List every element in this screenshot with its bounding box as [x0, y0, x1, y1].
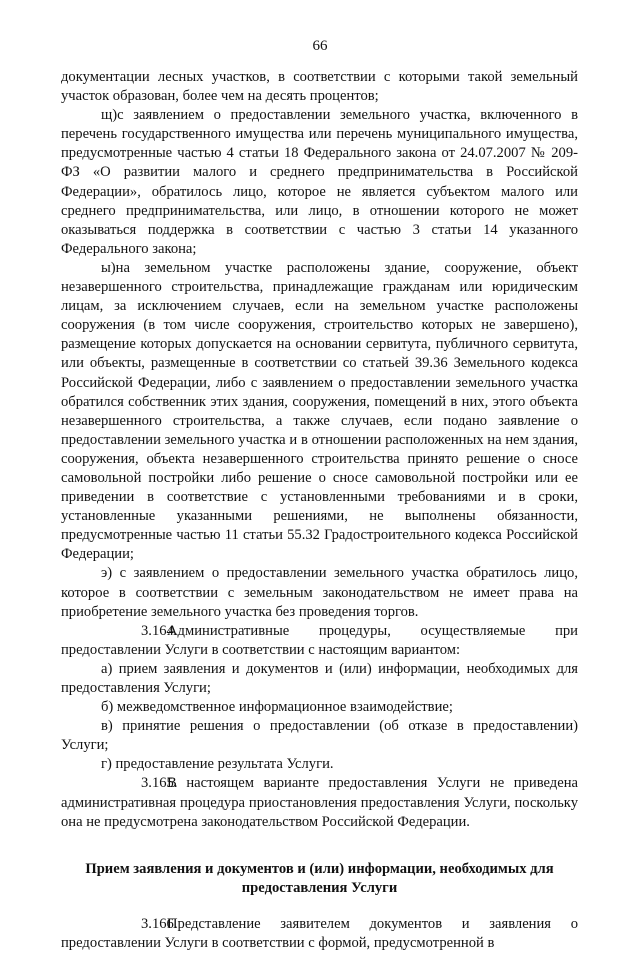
paragraph-number: 3.165. [141, 775, 178, 792]
list-item-paragraph: ы)на земельном участке расположены здание, сооружение, объект незавершенного строительства, принадлежащие гражданам или юридическим лицам, за исключением случаев, если на земельном участке расположены сооружения (в том числе сооружения, строительство которых не завершено), размещение которых допускается на основании сервитута, публичного сервитута, или объекты, размещенные в соответствии со статьей 39.36 Земельного кодекса Российской Федерации, либо с заявлением о предоставлении земельного участка обратился собственник этих здания, сооружения, помещений в них, этого объекта незавершенного строительства, а также случаев, если подано заявление о предоставлении земельного участка и в отношении расположенных на нем здания, сооружения, объекта незавершенного строительства принято решение о сносе самовольной постройки либо решение о сносе самовольной постройки или ее приведении в соответствие с установленными требованиями и в сроки, установленные указанными решениями, не выполнены обязанности, предусмотренные частью 11 статьи 55.32 Градостроительного кодекса Российской Федерации; [61, 259, 578, 563]
section-heading: Прием заявления и документов и (или) информации, необходимых для предоставления Услуги [85, 860, 554, 897]
page-number: 66 [312, 38, 328, 54]
paragraph-text: В настоящем варианте предоставления Услуги не приведена административная процедура приостановления предоставления Услуги, поскольку она не предусмотрена законодательством Российской Федерации. [61, 775, 578, 830]
numbered-paragraph [61, 774, 578, 831]
paragraph-number: 3.164. [141, 622, 178, 639]
paragraph-text: Представление заявителем документов и заявления о предоставлении Услуги в соответствии с формой, предусмотренной в [61, 915, 578, 951]
list-item-paragraph: г) предоставление результата Услуги. [101, 756, 334, 773]
paragraph-text: Административные процедуры, осуществляемые при предоставлении Услуги в соответствии с настоящим вариантом: [61, 622, 578, 658]
document-body [61, 68, 578, 953]
list-item-paragraph: б) межведомственное информационное взаимодействие; [101, 699, 453, 716]
list-item-paragraph: в) принятие решения о предоставлении (об отказе в предоставлении) Услуги; [61, 718, 578, 754]
list-item-paragraph: э) с заявлением о предоставлении земельного участка обратилось лицо, которое в соответствии с земельным законодательством не имеет права на приобретение земельного участка без проведения торгов. [61, 565, 578, 620]
list-item-paragraph: а) прием заявления и документов и (или) информации, необходимых для предоставления Услуги; [61, 660, 578, 696]
numbered-paragraph [61, 915, 578, 953]
paragraph-number: 3.166. [141, 915, 178, 932]
numbered-paragraph [61, 622, 578, 660]
continued-paragraph: документации лесных участков, в соответствии с которыми такой земельный участок образован, более чем на десять процентов; [61, 69, 578, 105]
list-item-paragraph: щ)с заявлением о предоставлении земельного участка, включенного в перечень государственного имущества или перечень муниципального имущества, предусмотренные частью 4 статьи 18 Федерального закона от 24.07.2007 № 209-ФЗ «О развитии малого и среднего предпринимательства в Российской Федерации», обратилось лицо, которое не является субъектом малого или среднего предпринимательства, или лицо, в отношении которого не может оказываться поддержка в соответствии с частью 3 статьи 14 указанного Федерального закона; [61, 107, 578, 257]
